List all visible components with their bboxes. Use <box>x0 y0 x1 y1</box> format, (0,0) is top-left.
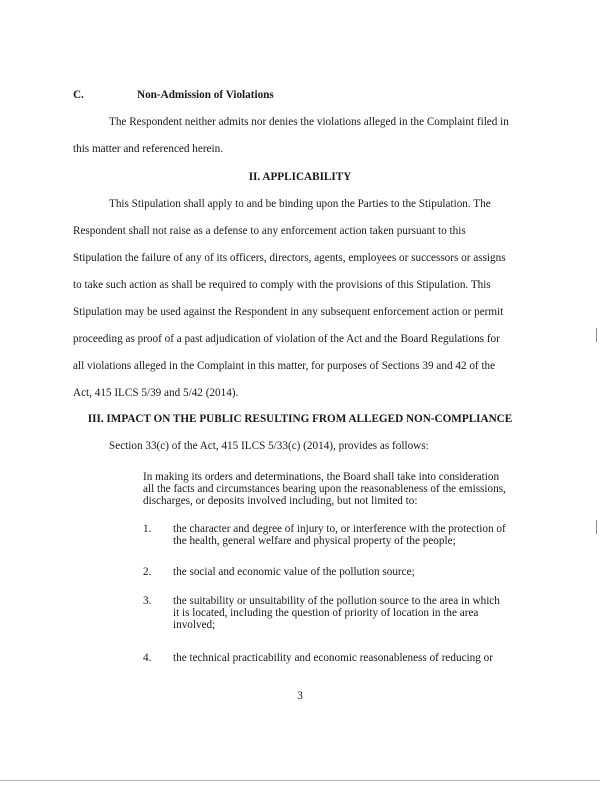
list-item-line: the health, general welfare and physical property of the people; <box>173 535 456 547</box>
scan-mark <box>596 520 597 534</box>
quote-line: all the facts and circumstances bearing upon the reasonableness of the emissions, <box>143 483 506 495</box>
body-line: Respondent shall not raise as a defense to any enforcement action taken pursuant to this <box>73 225 466 237</box>
list-item-number: 2. <box>143 566 152 578</box>
body-line: all violations alleged in the Complaint in this matter, for purposes of Sections 39 and 42 of the <box>73 360 496 372</box>
quote-line: In making its orders and determinations, the Board shall take into consideration <box>143 471 500 483</box>
page-bottom-rule <box>0 780 600 781</box>
body-line: to take such action as shall be required to comply with the provisions of this Stipulation. This <box>73 279 491 291</box>
body-line: This Stipulation shall apply to and be binding upon the Parties to the Stipulation. The <box>109 198 491 210</box>
list-item-line: the suitability or unsuitability of the pollution source to the area in which <box>173 595 500 607</box>
body-line: The Respondent neither admits nor denies the violations alleged in the Complaint filed in <box>109 116 509 128</box>
list-item-number: 4. <box>143 652 152 664</box>
scan-mark <box>596 328 597 342</box>
list-item-line: involved; <box>173 619 216 631</box>
list-item-line: the social and economic value of the pollution source; <box>173 566 415 578</box>
body-line: Stipulation the failure of any of its officers, directors, agents, employees or successors or assigns <box>73 252 506 264</box>
section-ii-heading: II. APPLICABILITY <box>248 171 352 183</box>
body-line: proceeding as proof of a past adjudication of violation of the Act and the Board Regulations for <box>73 333 500 345</box>
section-iii-heading: III. IMPACT ON THE PUBLIC RESULTING FROM ALLEGED NON-COMPLIANCE <box>87 413 513 425</box>
body-line: Act, 415 ILCS 5/39 and 5/42 (2014). <box>73 387 239 399</box>
list-item-line: the technical practicability and economic reasonableness of reducing or <box>173 652 493 664</box>
section-c-letter: C. <box>73 89 84 101</box>
list-item-number: 3. <box>143 595 152 607</box>
body-line: this matter and referenced herein. <box>73 143 224 155</box>
list-item-line: it is located, including the question of priority of location in the area <box>173 607 479 619</box>
section-c-heading: Non-Admission of Violations <box>137 89 274 101</box>
quote-line: discharges, or deposits involved including, but not limited to: <box>143 495 418 507</box>
list-item-number: 1. <box>143 523 152 535</box>
page-number: 3 <box>297 690 303 702</box>
section-iii-intro: Section 33(c) of the Act, 415 ILCS 5/33(c) (2014), provides as follows: <box>109 440 429 452</box>
list-item-line: the character and degree of injury to, or interference with the protection of <box>173 523 506 535</box>
body-line: Stipulation may be used against the Respondent in any subsequent enforcement action or permit <box>73 306 504 318</box>
